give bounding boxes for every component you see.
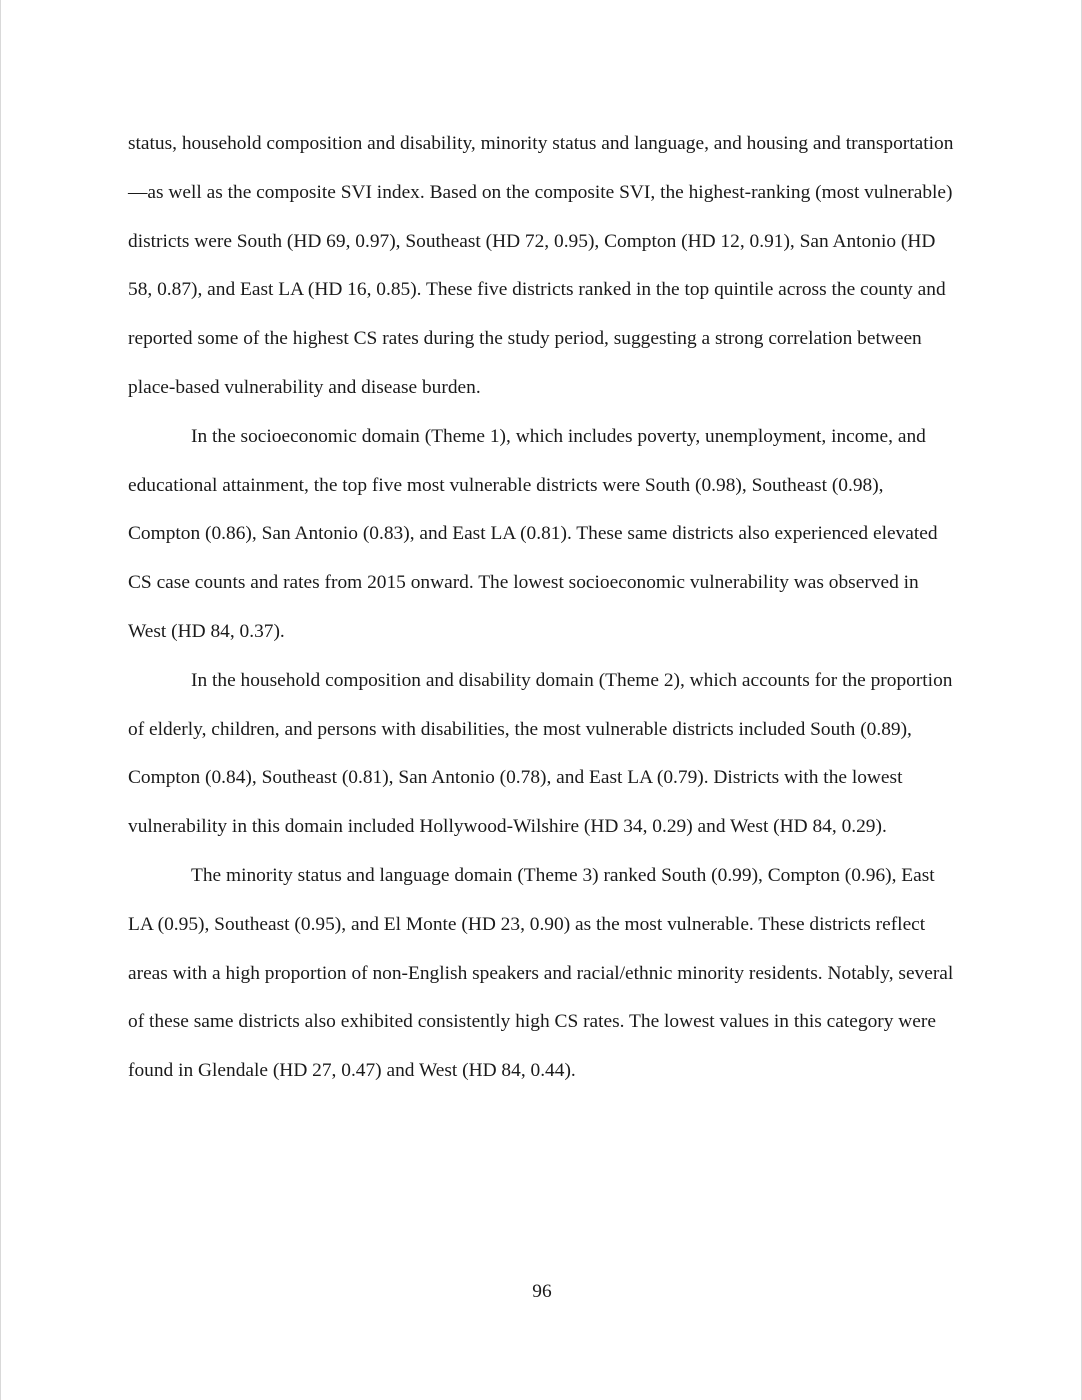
paragraph-theme-1: In the socioeconomic domain (Theme 1), which includes poverty, unemployment, income, and educational attainment, the top five most vulnerable districts were South (0.98), Southeast (0.98), Compton (0.86), San Antonio (0.83), and East LA (0.81). These same districts also experienced elevated CS case counts and rates from 2015 onward. The lowest socioeconomic vulnerability was observed in West (HD 84, 0.37). bbox=[128, 425, 938, 642]
paragraph-theme-3: The minority status and language domain (Theme 3) ranked South (0.99), Compton (0.96), East LA (0.95), Southeast (0.95), and El Monte (HD 23, 0.90) as the most vulnerable. These districts reflect areas with a high proportion of non-English speakers and racial/ethnic minority residents. Notably, several of these same districts also exhibited consistently high CS rates. The lowest values in this category were found in Glendale (HD 27, 0.47) and West (HD 84, 0.44). bbox=[128, 864, 954, 1082]
paragraph-theme-2: In the household composition and disability domain (Theme 2), which accounts for the proportion of elderly, children, and persons with disabilities, the most vulnerable districts included South (0.89), Compton (0.84), Southeast (0.81), San Antonio (0.78), and East LA (0.79). Districts with the lowest vulnerability in this domain included Hollywood-Wilshire (HD 34, 0.29) and West (HD 84, 0.29). bbox=[128, 669, 953, 838]
paragraph-continuation: status, household composition and disability, minority status and language, and housing and transportation—as well as the composite SVI index. Based on the composite SVI, the highest-ranking (most vulnerable) districts were South (HD 69, 0.97), Southeast (HD 72, 0.95), Compton (HD 12, 0.91), San Antonio (HD 58, 0.87), and East LA (HD 16, 0.85). These five districts ranked in the top quintile across the county and reported some of the highest CS rates during the study period, suggesting a strong correlation between place-based vulnerability and disease burden. bbox=[128, 133, 954, 398]
body-text bbox=[128, 120, 956, 1096]
page-number: 96 bbox=[532, 1281, 552, 1302]
